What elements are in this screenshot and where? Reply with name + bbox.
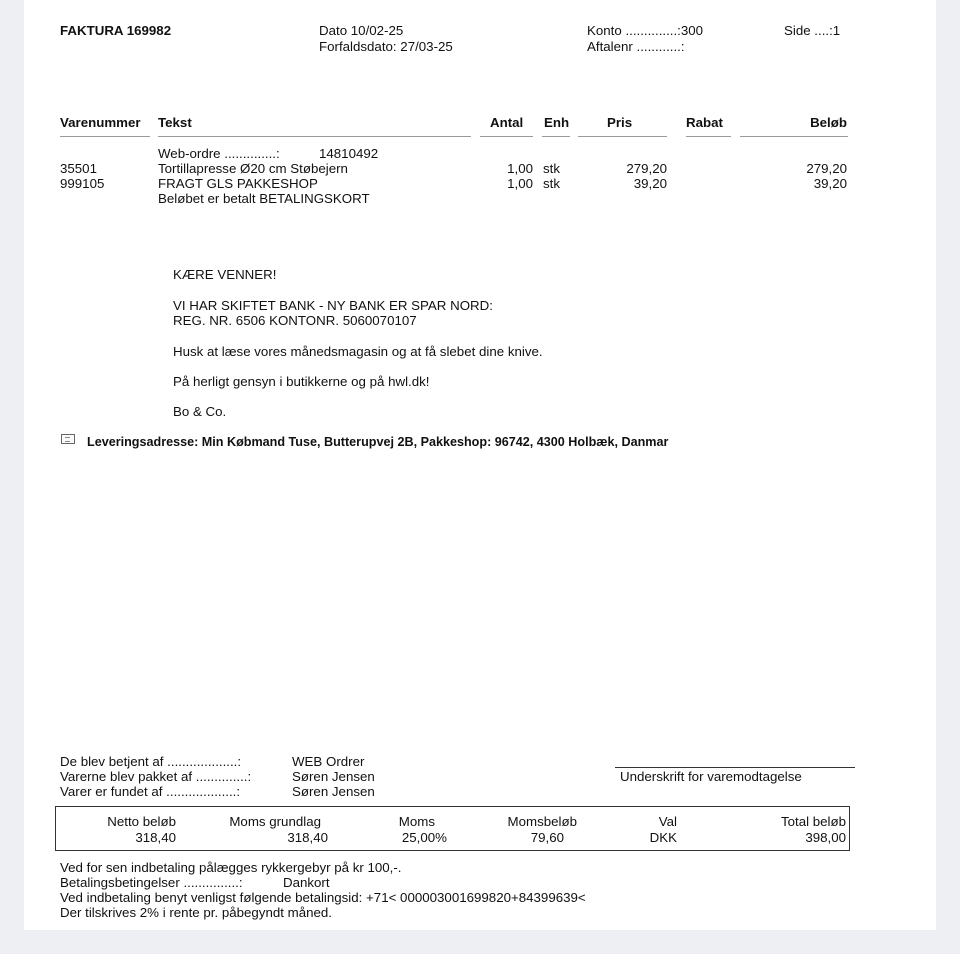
message-magazine: Husk at læse vores månedsmagasin og at få slebet dine knive. (173, 344, 543, 359)
payment-id: Ved indbetaling benyt venligst følgende betalingsid: +71< 000003001699820+84399639< (60, 890, 586, 905)
row-item-number: 35501 (60, 161, 97, 176)
momsbeloeb-value: 79,60 (530, 830, 564, 845)
page-number: Side ....:1 (784, 23, 841, 38)
web-order-number: 14810492 (319, 146, 379, 161)
header-underline (60, 136, 150, 137)
col-rabat: Rabat (686, 115, 723, 130)
moms-grundlag-label: Moms grundlag (229, 814, 321, 829)
message-greeting: KÆRE VENNER! (173, 267, 277, 282)
row-item-text: FRAGT GLS PAKKESHOP (158, 176, 318, 191)
payment-terms-label: Betalingsbetingelser ...............: (60, 875, 243, 890)
delivery-address: Leveringsadresse: Min Købmand Tuse, Butterupvej 2B, Pakkeshop: 96742, 4300 Holbæk, Danmar (87, 435, 669, 449)
late-fee-note: Ved for sen indbetaling pålægges rykkergebyr på kr 100,-. (60, 860, 402, 875)
row-amount: 279,20 (806, 161, 847, 176)
moms-label: Moms (398, 814, 435, 829)
momsbeloeb-label: Momsbeløb (507, 814, 577, 829)
header-underline (740, 136, 848, 137)
header-underline (480, 136, 533, 137)
row-unit: stk (543, 176, 560, 191)
payment-terms-value: Dankort (283, 875, 330, 890)
message-bank-line: VI HAR SKIFTET BANK - NY BANK ER SPAR NORD: (173, 298, 493, 313)
signature-caption: Underskrift for varemodtagelse (620, 769, 802, 784)
col-beloeb: Beløb (810, 115, 847, 130)
signature-line (615, 767, 855, 768)
invoice-date: Dato 10/02-25 (319, 23, 404, 38)
netto-label: Netto beløb (107, 814, 176, 829)
row-quantity: 1,00 (507, 176, 533, 191)
col-varenummer: Varenummer (60, 115, 141, 130)
account-number: Konto ..............:300 (587, 23, 704, 38)
header-underline (686, 136, 731, 137)
moms-grundlag-value: 318,40 (287, 830, 328, 845)
currency-value: DKK (649, 830, 677, 845)
col-antal: Antal (490, 115, 524, 130)
agreement-number: Aftalenr ............: (587, 39, 685, 54)
row-item-number: 999105 (60, 176, 105, 191)
interest-note: Der tilskrives 2% i rente pr. påbegyndt måned. (60, 905, 332, 920)
col-pris: Pris (607, 115, 633, 130)
message-signature: Bo & Co. (173, 404, 227, 419)
message-goodbye: På herligt gensyn i butikkerne og på hwl.dk! (173, 374, 430, 389)
header-underline (542, 136, 570, 137)
total-label: Total beløb (780, 814, 846, 829)
message-bank-account: REG. NR. 6506 KONTONR. 5060070107 (173, 313, 417, 328)
moms-value: 25,00% (401, 830, 447, 845)
found-by-value: Søren Jensen (292, 784, 375, 799)
found-by-label: Varer er fundet af ...................: (60, 784, 241, 799)
col-enh: Enh (544, 115, 570, 130)
col-tekst: Tekst (158, 115, 192, 130)
row-quantity: 1,00 (507, 161, 533, 176)
envelope-icon (61, 434, 75, 444)
packed-by-value: Søren Jensen (292, 769, 375, 784)
row-amount: 39,20 (813, 176, 847, 191)
total-value: 398,00 (805, 830, 846, 845)
row-item-text: Tortillapresse Ø20 cm Støbejern (158, 161, 348, 176)
served-by-label: De blev betjent af ...................: (60, 754, 242, 769)
header-underline (578, 136, 667, 137)
invoice-title: FAKTURA 169982 (60, 23, 172, 38)
row-price: 279,20 (626, 161, 667, 176)
netto-value: 318,40 (135, 830, 176, 845)
web-order-label: Web-ordre ..............: (158, 146, 280, 161)
currency-label: Val (658, 814, 677, 829)
served-by-value: WEB Ordrer (292, 754, 365, 769)
packed-by-label: Varerne blev pakket af ..............: (60, 769, 252, 784)
paid-note: Beløbet er betalt BETALINGSKORT (158, 191, 370, 206)
row-unit: stk (543, 161, 560, 176)
header-underline (158, 136, 471, 137)
row-price: 39,20 (633, 176, 667, 191)
due-date: Forfaldsdato: 27/03-25 (319, 39, 453, 54)
